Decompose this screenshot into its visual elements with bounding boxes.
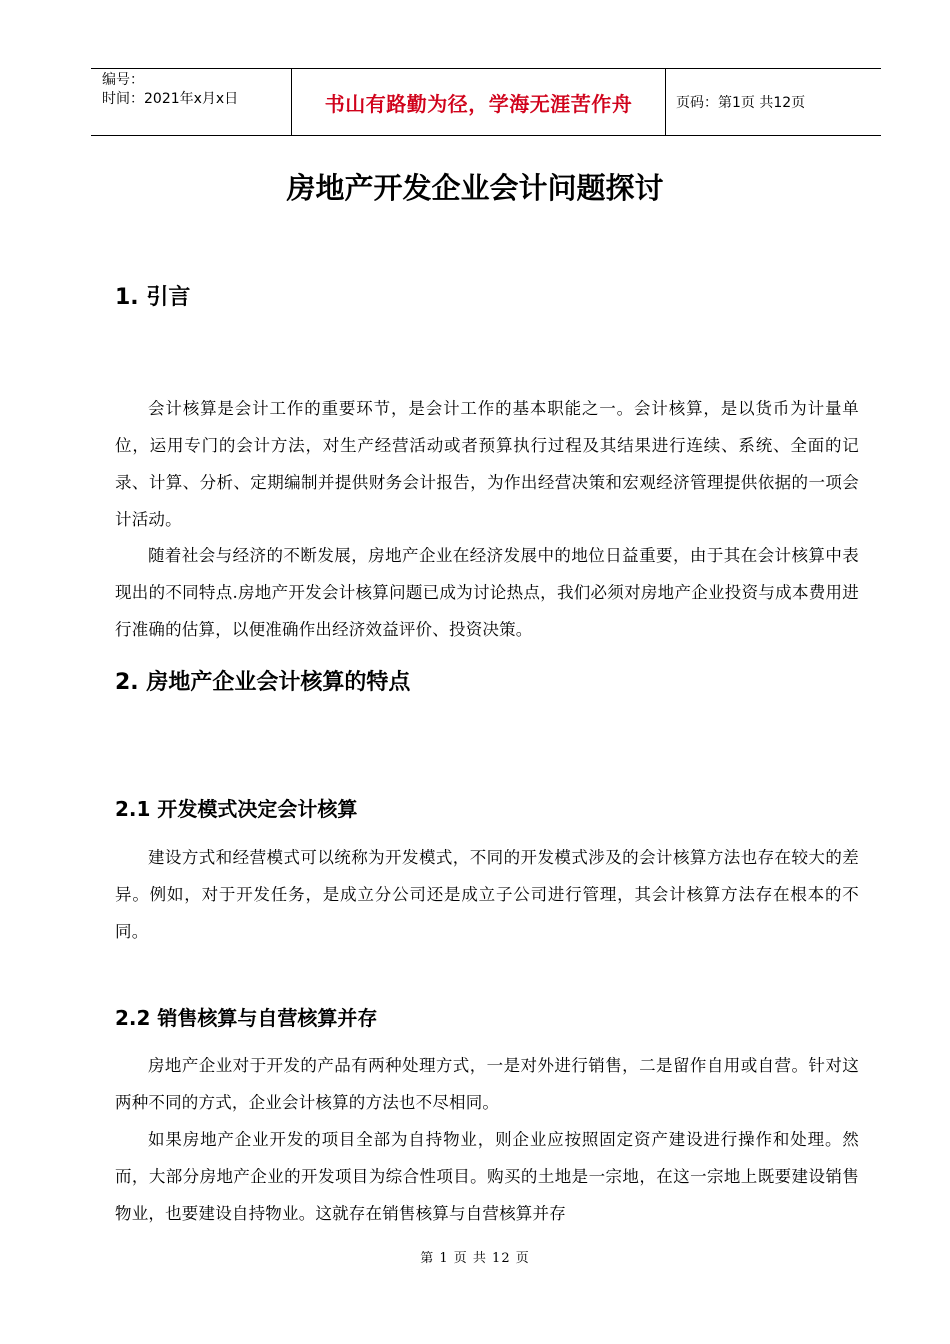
page-footer: 第 1 页 共 12 页 bbox=[420, 1251, 530, 1266]
section-2-2-paragraph-2: 如果房地产企业开发的项目全部为自持物业，则企业应按照固定资产建设进行操作和处理。然而，大部分房地产企业的开发项目为综合性项目。购买的土地是一宗地，在这一宗地上既要建设销售物业，也要建设自持物业。这就存在销售核算与自营核算并存 bbox=[115, 1130, 859, 1223]
header-time: 时间：2021年x月x日 bbox=[102, 91, 239, 107]
section-2-1-heading: 2.1 开发模式决定会计核算 bbox=[115, 797, 358, 821]
header-page-info: 页码：第1页 共12页 bbox=[676, 95, 806, 111]
header-motto: 书山有路勤为径，学海无涯苦作舟 bbox=[292, 69, 666, 135]
section-2-2-heading: 2.2 销售核算与自营核算并存 bbox=[115, 1006, 378, 1030]
section-1-paragraph-1: 会计核算是会计工作的重要环节，是会计工作的基本职能之一。会计核算，是以货币为计量单位，运用专门的会计方法，对生产经营活动或者预算执行过程及其结果进行连续、系统、全面的记录、计算、分析、定期编制并提供财务会计报告，为作出经营决策和宏观经济管理提供依据的一项会计活动。 bbox=[115, 399, 859, 529]
section-1-heading: 1. 引言 bbox=[115, 285, 191, 310]
section-2-1-paragraph-1: 建设方式和经营模式可以统称为开发模式，不同的开发模式涉及的会计核算方法也存在较大的差异。例如，对于开发任务，是成立分公司还是成立子公司进行管理，其会计核算方法存在根本的不同。 bbox=[115, 848, 859, 941]
header-number: 编号： bbox=[102, 72, 144, 88]
section-2-2-paragraph-1: 房地产企业对于开发的产品有两种处理方式，一是对外进行销售，二是留作自用或自营。针对这两种不同的方式，企业会计核算的方法也不尽相同。 bbox=[115, 1056, 859, 1112]
header-meta bbox=[91, 69, 292, 135]
document-title: 房地产开发企业会计问题探讨 bbox=[286, 171, 664, 205]
page-header bbox=[91, 68, 881, 136]
section-1-paragraph-2: 随着社会与经济的不断发展，房地产企业在经济发展中的地位日益重要，由于其在会计核算中表现出的不同特点.房地产开发会计核算问题已成为讨论热点，我们必须对房地产企业投资与成本费用进行准确的估算，以便准确作出经济效益评价、投资决策。 bbox=[115, 546, 859, 639]
section-2-heading: 2. 房地产企业会计核算的特点 bbox=[115, 670, 411, 695]
